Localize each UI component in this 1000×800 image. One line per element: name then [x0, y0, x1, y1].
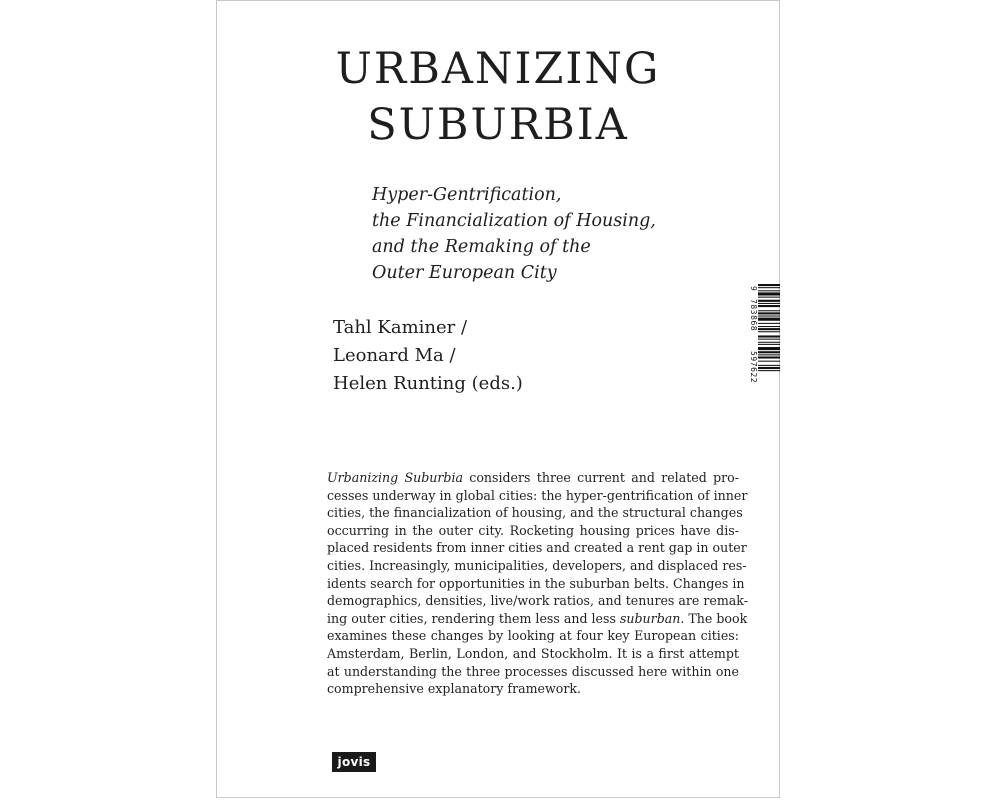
barcode-bar: [758, 312, 780, 314]
barcode-bar: [758, 331, 780, 332]
barcode-bars: [758, 284, 780, 371]
blurb-line: examines these changes by looking at four key European cities:: [327, 628, 739, 644]
title-line-2: SUBURBIA: [367, 100, 629, 150]
title-line-1: URBANIZING: [335, 44, 661, 94]
barcode-bar: [758, 310, 780, 311]
barcode-bar: [758, 351, 780, 353]
barcode-bar: [758, 300, 780, 302]
blurb-line: [327, 610, 748, 628]
book-title: [217, 41, 779, 153]
blurb-line: [327, 469, 739, 487]
subtitle-line-1: Hyper-Gentrification,: [372, 185, 562, 205]
editors-list: [333, 314, 523, 398]
blurb-line: comprehensive explanatory framework.: [327, 681, 582, 697]
subtitle-line-3: and the Remaking of the: [372, 237, 591, 257]
barcode-bar: [758, 323, 780, 324]
barcode-bar: [758, 347, 780, 350]
barcode-bar: [758, 344, 780, 345]
barcode-bar: [758, 284, 780, 286]
barcode-bar: [758, 361, 780, 362]
editor-1: Tahl Kaminer /: [333, 317, 468, 338]
barcode-bar: [758, 303, 780, 304]
blurb-line: occurring in the outer city. Rocketing housing prices have dis-: [327, 522, 739, 538]
editor-2: Leonard Ma /: [333, 345, 456, 366]
blurb-line: cities. Increasingly, municipalities, developers, and displaced res-: [327, 557, 747, 573]
barcode-bar: [758, 342, 780, 343]
blurb-suburban-italic: suburban: [619, 610, 681, 626]
barcode-bar: [758, 297, 780, 298]
blurb-line-9-end: . The book: [680, 610, 748, 626]
publisher-logo: jovis: [332, 752, 376, 772]
barcode-bar: [758, 356, 780, 358]
blurb-line: cities, the financialization of housing, and the structural changes: [327, 505, 743, 521]
barcode-bar: [758, 326, 780, 327]
editor-3: Helen Runting (eds.): [333, 373, 523, 394]
blurb-line: placed residents from inner cities and created a rent gap in outer: [327, 540, 747, 556]
barcode-bar: [758, 328, 780, 330]
barcode-bar: [758, 367, 780, 369]
barcode-digits-group-2: 597622: [749, 351, 758, 384]
book-cover: [216, 0, 780, 798]
isbn-barcode: [746, 283, 780, 407]
blurb-line-1-text: considers three current and related pro-: [462, 470, 739, 485]
blurb-line: idents search for opportunities in the suburban belts. Changes in: [327, 575, 745, 591]
barcode-bar: [758, 287, 780, 288]
barcode-bar: [758, 365, 780, 366]
blurb-line: at understanding the three processes discussed here within one: [327, 663, 739, 679]
book-subtitle: [372, 182, 772, 286]
barcode-bar: [758, 305, 780, 307]
barcode-bar: [758, 316, 780, 317]
back-cover-blurb: [327, 469, 748, 698]
barcode-bar: [758, 335, 780, 337]
barcode-bar: [758, 370, 780, 371]
barcode-bar: [758, 318, 780, 321]
subtitle-line-4: Outer European City: [372, 263, 557, 283]
barcode-bar: [758, 290, 780, 291]
barcode-digits-group-1: 783868: [749, 299, 758, 332]
subtitle-line-2: the Financialization of Housing,: [372, 211, 656, 231]
blurb-line-9-start: ing outer cities, rendering them less and less: [327, 610, 620, 626]
barcode-bar: [758, 339, 780, 340]
blurb-line: demographics, densities, live/work ratios, and tenures are remak-: [327, 593, 748, 609]
barcode-digit-first: 9: [749, 286, 758, 291]
barcode-bar: [758, 354, 780, 355]
blurb-title-italic: Urbanizing Suburbia: [327, 470, 463, 485]
blurb-line: Amsterdam, Berlin, London, and Stockholm. It is a first attempt: [327, 645, 739, 661]
blurb-line: cesses underway in global cities: the hyper-gentrification of inner: [327, 487, 748, 503]
barcode-bar: [758, 292, 780, 295]
